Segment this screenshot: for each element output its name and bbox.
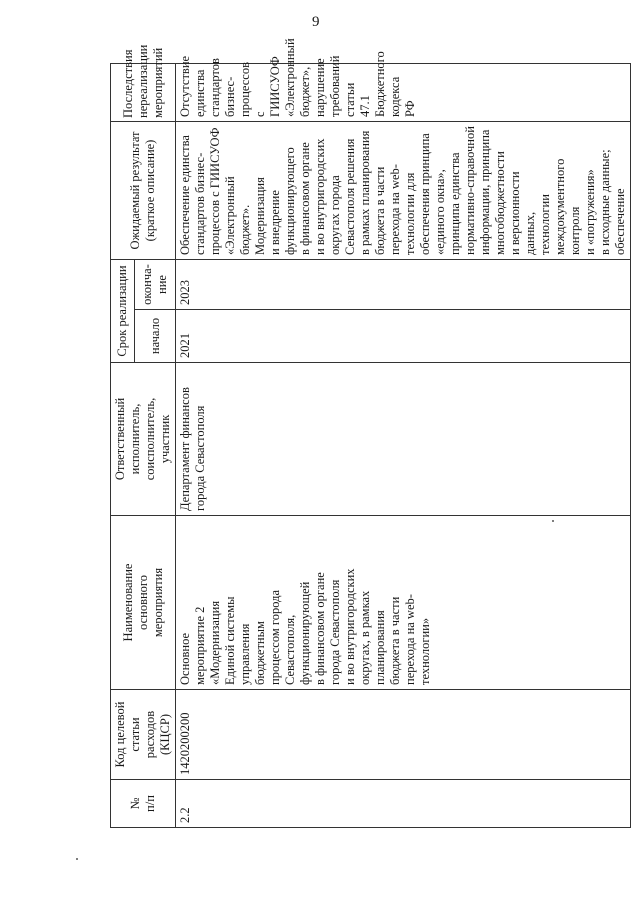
scan-speck xyxy=(76,858,78,860)
cell-code: 1420200200 xyxy=(176,690,631,780)
header-result: Ожидаемый результат (краткое описание) xyxy=(111,121,176,259)
cell-start: 2021 xyxy=(176,310,631,363)
cell-num: 2.2 xyxy=(176,780,631,828)
scan-speck xyxy=(552,520,554,522)
header-start: начало xyxy=(135,310,176,363)
header-consequences: Последствия нереализации мероприятий xyxy=(111,63,176,121)
header-period: Срок реализации xyxy=(111,259,135,362)
header-code: Код целевой статьи расходов (КЦСР) xyxy=(111,690,176,780)
cell-consequences: Отсутствие единства стандартов бизнес- процессов с ГИИСУОФ «Электронный бюджет», нарушение требований статьи 47.1 Бюджетного кодекса РФ xyxy=(176,63,631,121)
header-end: оконча- ние xyxy=(135,259,176,309)
rotated-table-container xyxy=(110,38,627,828)
table-header-row xyxy=(111,63,135,827)
header-name: Наименование основного мероприятия xyxy=(111,516,176,690)
activities-table xyxy=(110,38,631,828)
table-row xyxy=(176,63,631,827)
page-number: 9 xyxy=(312,14,320,30)
cell-result: Обеспечение единства стандартов бизнес- процессов с ГИИСУОФ «Электронный бюджет». Модернизация и внедрение функционирующего в финансовом органе и во внутригородских округах города Севастополя решения в рамках планирования бюджета в части перехода на web- технологии для обеспечения принципа «единого окна», принципа единства нормативно-справочной информации, принципа многобюджетности и версионности данных, технологии междокументного контроля и «погружения» в исходные данные; обеспечение xyxy=(176,121,631,259)
header-num: № п/п xyxy=(111,780,176,828)
cell-end: 2023 xyxy=(176,259,631,309)
header-responsible: Ответственный исполнитель, соисполнитель, участник xyxy=(111,363,176,516)
cell-name: Основное мероприятие 2 «Модернизация Единой системы управления бюджетным процессом города Севастополя, функционирующей в финансовом органе города Севастополя и во внутригородских округах, в рамках планирования бюджета в части перехода на web- технологии» xyxy=(176,516,631,690)
cell-responsible: Департамент финансов города Севастополя xyxy=(176,363,631,516)
